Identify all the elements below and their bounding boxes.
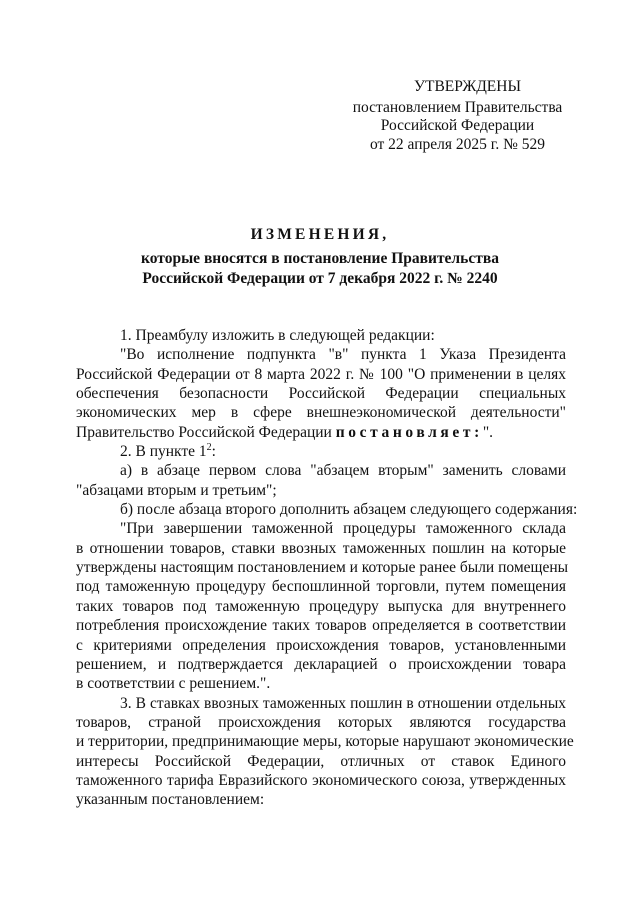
subitem-a-line: а) в абзаце первом слова "абзацем вторым" заменить словами <box>120 462 566 480</box>
subitem-b-line: б) после абзаца второго дополнить абзацем следующего содержания: <box>120 501 578 519</box>
subitem-a-line: "абзацами вторым и третьим"; <box>76 481 277 499</box>
quote-1-line: Российской Федерации от 8 марта 2022 г. № 100 "О применении в целях <box>76 365 566 383</box>
paragraph-2-text: 2. В пункте 1 <box>120 443 207 461</box>
approval-line: от 22 апреля 2025 г. № 529 <box>369 135 546 153</box>
quote-2-line: решением, и подтверждается декларацией о происхождении товара <box>76 655 566 673</box>
paragraph-3-line: интересы Российской Федерации, отличных от ставок Единого <box>76 752 566 770</box>
approval-line: постановлением Правительства <box>352 98 563 116</box>
quote-1-end: ". <box>482 423 494 441</box>
paragraph-3-line: и территории, предпринимающие меры, которые нарушают экономические <box>76 733 574 751</box>
approval-heading: УТВЕРЖДЕНЫ <box>414 78 521 95</box>
quote-1-line <box>76 423 566 442</box>
document-subtitle <box>80 249 560 288</box>
quote-2-line: "При завершении таможенной процедуры таможенного склада <box>120 520 566 538</box>
quote-1-line: экономических мер в сфере внешнеэкономической деятельности" <box>76 404 566 422</box>
paragraph-2-colon: : <box>211 443 216 461</box>
paragraph-1: 1. Преамбулу изложить в следующей редакции: <box>120 327 435 344</box>
quote-2-line: потребления происхождение таких товаров определяется в соответствии <box>76 617 566 635</box>
quote-2-line: таких товаров под таможенную процедуру выпуска для внутреннего <box>76 597 566 615</box>
quote-2-line: в соответствии с решением.". <box>76 675 271 693</box>
superscript: 2 <box>206 441 212 453</box>
subtitle-line: которые вносятся в постановление Правительства <box>141 250 499 267</box>
paragraph-2 <box>76 442 566 461</box>
paragraph-3-line: указанным постановлением: <box>76 791 265 809</box>
quote-2-line: в отношении товаров, ставки ввозных таможенных пошлин на которые <box>76 539 566 557</box>
paragraph-3-line: 3. В ставках ввозных таможенных пошлин в отношении отдельных <box>120 694 566 712</box>
paragraph-3-line: товаров, страной происхождения которых являются государства <box>76 713 566 731</box>
document-title: ИЗМЕНЕНИЯ, <box>250 226 390 243</box>
quote-1-line: обеспечения безопасности Российской Федерации специальных <box>76 385 566 403</box>
subtitle-line: Российской Федерации от 7 декабря 2022 г. № 2240 <box>142 269 498 287</box>
approval-block <box>340 78 575 154</box>
document-body <box>76 326 578 810</box>
decree-word: постановляет: <box>335 423 483 441</box>
quote-1-text: Правительство Российской Федерации <box>76 423 336 441</box>
approval-line: Российской Федерации <box>380 117 535 134</box>
quote-2-line: под таможенную процедуру беспошлинной торговли, путем помещения <box>76 578 566 596</box>
paragraph-3-line: таможенного тарифа Евразийского экономического союза, утвержденных <box>76 771 566 789</box>
quote-1-line: "Во исполнение подпункта "в" пункта 1 Указа Президента <box>120 346 566 364</box>
quote-2-line: с критериями определения происхождения товаров, установленными <box>76 636 566 654</box>
quote-2-line: утверждены настоящим постановлением и которые ранее были помещены <box>76 559 569 577</box>
